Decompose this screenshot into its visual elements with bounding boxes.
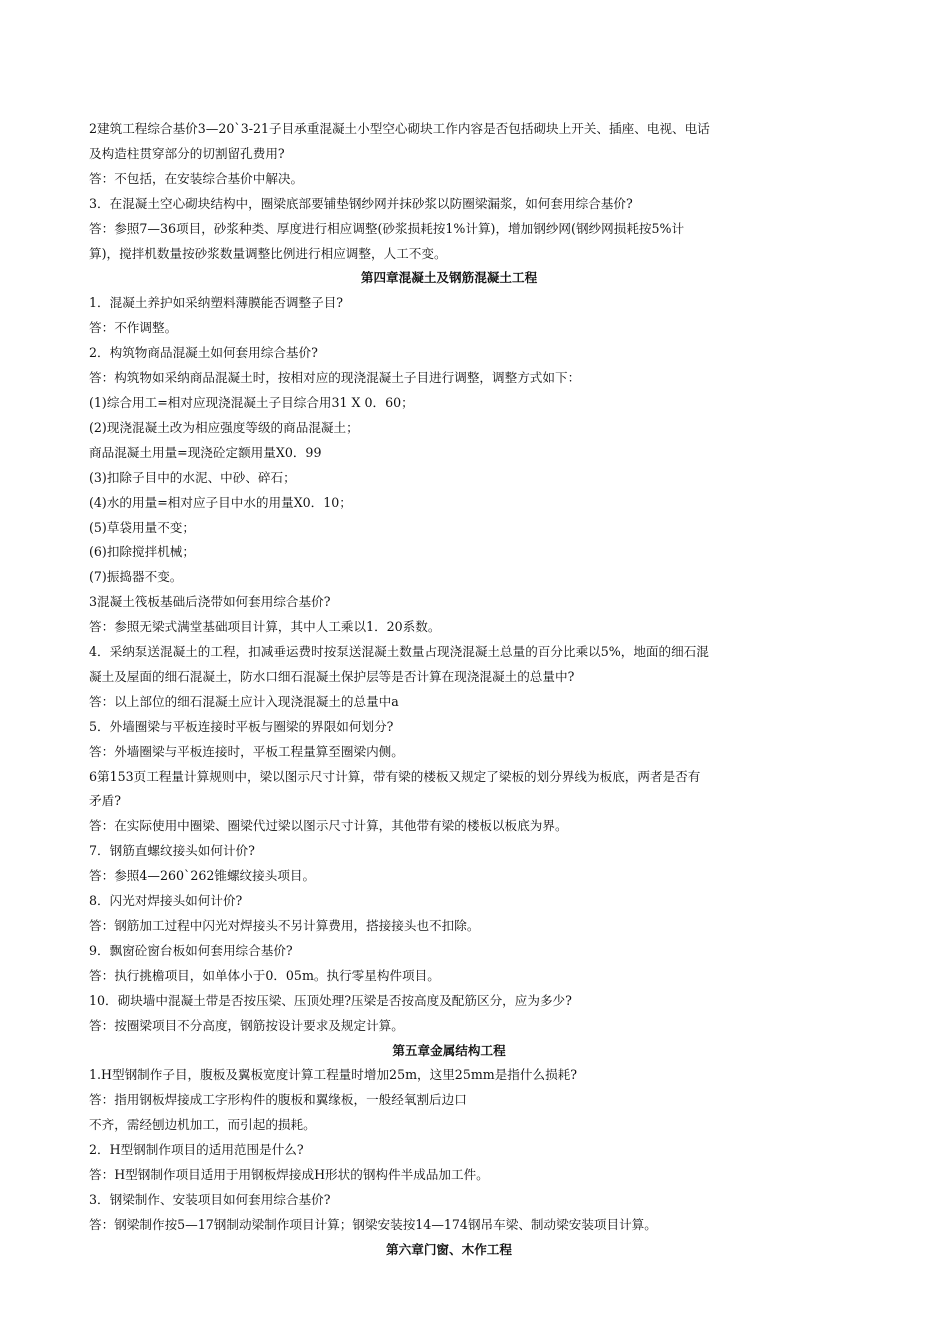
- text-line: 商品混凝土用量=现浇砼定额用量X0．99: [89, 444, 322, 460]
- text-line: 6第153页工程量计算规则中，梁以图示尺寸计算，带有梁的楼板又规定了梁板的划分界线为板底，两者是否有: [89, 768, 701, 784]
- text-line: 答：H型钢制作项目适用于用钢板焊接成H形状的钢构件半成品加工件。: [89, 1167, 489, 1183]
- text-line: (6)扣除搅拌机械；: [89, 544, 195, 560]
- text-line: 3混凝土筏板基础后浇带如何套用综合基价?: [89, 594, 331, 610]
- text-line: 算)，搅拌机数量按砂浆数量调整比例进行相应调整，人工不变。: [89, 245, 447, 261]
- text-line: 答：不包括，在安装综合基价中解决。: [89, 170, 304, 186]
- text-line: 2．构筑物商品混凝土如何套用综合基价?: [89, 345, 318, 361]
- text-line: 1．混凝土养护如采纳塑料薄膜能否调整子目?: [89, 295, 344, 311]
- text-line: 7．钢筋直螺纹接头如何计价?: [89, 843, 255, 859]
- text-line: 答：以上部位的细石混凝土应计入现浇混凝土的总量中a: [89, 693, 399, 709]
- text-line: 8．闪光对焊接头如何计价?: [89, 893, 243, 909]
- text-line: 答：执行挑檐项目，如单体小于0．05m。执行零星构件项目。: [89, 967, 440, 983]
- text-line: 10．砌块墙中混凝土带是否按压梁、压顶处理?压梁是否按高度及配筋区分，应为多少?: [89, 992, 572, 1008]
- text-line: 凝土及屋面的细石混凝土，防水口细石混凝土保护层等是否计算在现浇混凝土的总量中?: [89, 668, 575, 684]
- text-line: 9．飘窗砼窗台板如何套用综合基价?: [89, 942, 293, 958]
- text-line: 3．钢梁制作、安装项目如何套用综合基价?: [89, 1191, 331, 1207]
- text-line: (2)现浇混凝土改为相应强度等级的商品混凝土；: [89, 419, 359, 435]
- text-line: 答：参照7—36项目，砂浆种类、厚度进行相应调整(砂浆损耗按1%计算)，增加钢纱网(钢纱网损耗按5%计: [89, 220, 685, 236]
- text-line: 答：外墙圈梁与平板连接时，平板工程量算至圈梁内侧。: [89, 743, 404, 759]
- text-line: 答：钢梁制作按5—17钢制动梁制作项目计算；钢梁安装按14—174钢吊车梁、制动梁安装项目计算。: [89, 1216, 657, 1232]
- text-line: (7)振捣器不变。: [89, 569, 183, 585]
- chapter-heading: 第五章金属结构工程: [392, 1042, 506, 1058]
- text-line: 答：构筑物如采纳商品混凝土时，按相对应的现浇混凝土子目进行调整，调整方式如下：: [89, 370, 581, 386]
- chapter-heading: 第六章门窗、木作工程: [386, 1241, 512, 1257]
- text-line: 答：按圈梁项目不分高度，钢筋按设计要求及规定计算。: [89, 1017, 404, 1033]
- text-line: 答：钢筋加工过程中闪光对焊接头不另计算费用，搭接接头也不扣除。: [89, 918, 480, 933]
- text-line: 答：指用钢板焊接成工字形构件的腹板和翼缘板，一般经氧割后边口: [89, 1092, 467, 1108]
- text-line: 矛盾?: [89, 793, 121, 809]
- text-line: 答：不作调整。: [89, 320, 178, 336]
- text-line: (1)综合用工=相对应现浇混凝土子目综合用31 X 0．60；: [89, 394, 414, 410]
- text-line: (5)草袋用量不变；: [89, 519, 195, 535]
- text-line: (4)水的用量=相对应子目中水的用量X0．10；: [89, 494, 352, 510]
- text-line: 答：在实际使用中圈梁、圈梁代过梁以图示尺寸计算，其他带有梁的楼板以板底为界。: [89, 818, 568, 834]
- document-page: [89, 117, 809, 1263]
- text-line: 3．在混凝土空心砌块结构中，圈梁底部要铺垫钢纱网并抹砂浆以防圈梁漏浆，如何套用综合基价?: [89, 195, 633, 211]
- text-line: 5．外墙圈梁与平板连接时平板与圈梁的界限如何划分?: [89, 718, 394, 734]
- chapter-heading: 第四章混凝土及钢筋混凝土工程: [360, 270, 538, 286]
- text-line: 答：参照无梁式满堂基础项目计算，其中人工乘以1．20系数。: [89, 619, 441, 635]
- text-line: 答：参照4—260`262锥螺纹接头项目。: [89, 868, 316, 884]
- text-line: 及构造柱贯穿部分的切割留孔费用?: [89, 145, 285, 161]
- text-line: 2建筑工程综合基价3—20`3-21子目承重混凝土小型空心砌块工作内容是否包括砌块上开关、插座、电视、电话: [89, 121, 710, 136]
- text-line: 2．H型钢制作项目的适用范围是什么?: [89, 1142, 304, 1158]
- text-line: 1.H型钢制作子目，腹板及翼板宽度计算工程量时增加25m，这里25mm是指什么损耗?: [89, 1067, 578, 1083]
- text-line: 4．采纳泵送混凝土的工程，扣减垂运费时按泵送混凝土数量占现浇混凝土总量的百分比乘以5%，地面的细石混: [89, 644, 709, 660]
- text-line: (3)扣除子目中的水泥、中砂、碎石；: [89, 469, 296, 485]
- text-line: 不齐，需经刨边机加工，而引起的损耗。: [89, 1117, 316, 1133]
